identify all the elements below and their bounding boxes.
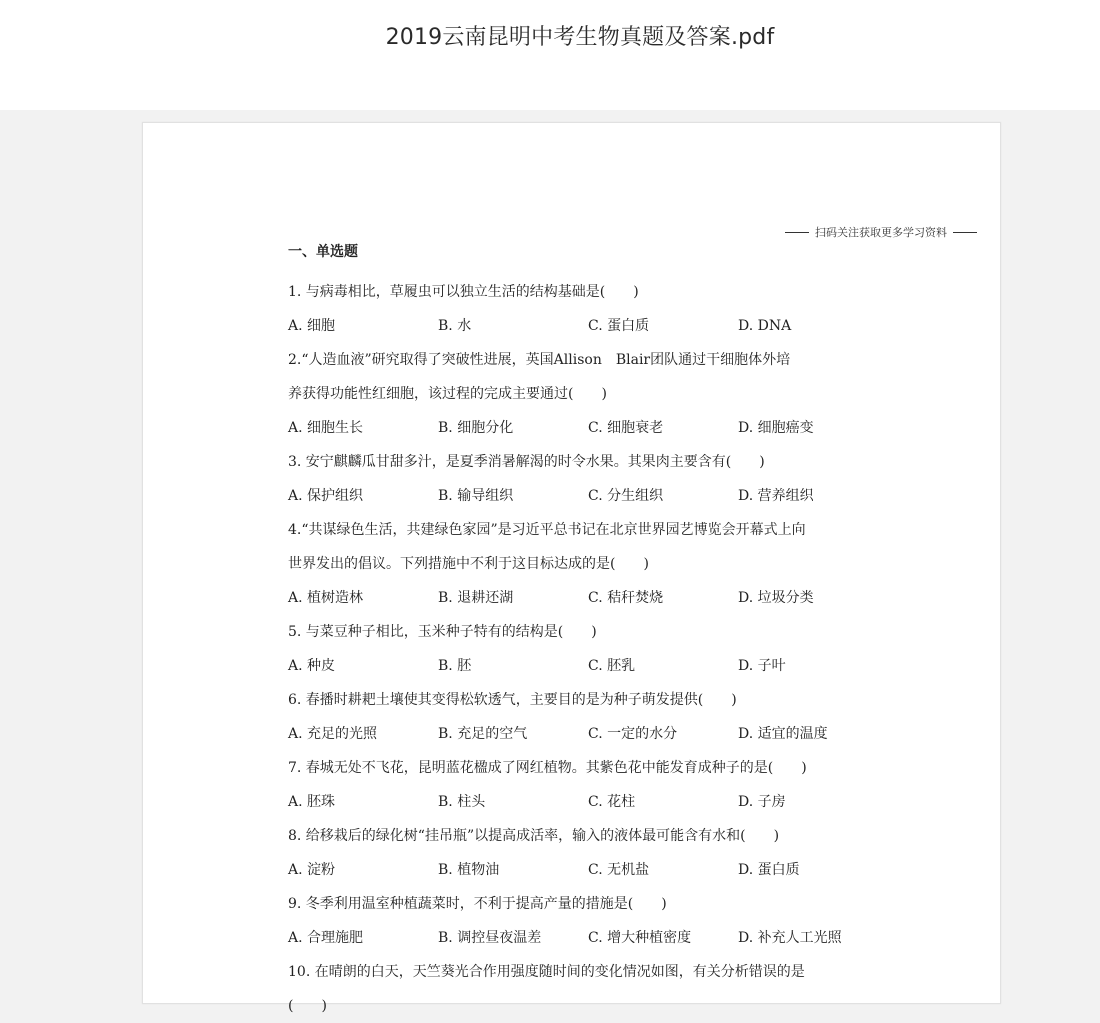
- option: B. 柱头: [438, 794, 486, 810]
- option: C. 秸秆焚烧: [588, 590, 664, 606]
- question-line: 1. 与病毒相比，草履虫可以独立生活的结构基础是( ): [288, 284, 639, 300]
- section-title: 一、单选题: [288, 244, 358, 260]
- options-row: [288, 581, 908, 615]
- option: D. 营养组织: [738, 488, 814, 504]
- question-line: 6. 春播时耕耙土壤使其变得松软透气，主要目的是为种子萌发提供( ): [288, 692, 737, 708]
- page-content: [288, 241, 908, 1023]
- banner-text: 扫码关注获取更多学习资料: [815, 226, 947, 239]
- option: B. 细胞分化: [438, 420, 514, 436]
- option: C. 细胞衰老: [588, 420, 664, 436]
- option: A. 细胞生长: [288, 420, 364, 436]
- option: A. 充足的光照: [288, 726, 378, 742]
- question-line: 2.“人造血液”研究取得了突破性进展，英国Allison Blair团队通过干细胞体外培: [288, 352, 791, 368]
- option: B. 输导组织: [438, 488, 514, 504]
- option: A. 胚珠: [288, 794, 336, 810]
- question-line: 养获得功能性红细胞，该过程的完成主要通过( ): [288, 386, 607, 402]
- question-list: [288, 275, 908, 1023]
- options-row: [288, 649, 908, 683]
- option: D. 适宜的温度: [738, 726, 828, 742]
- option: C. 胚乳: [588, 658, 636, 674]
- question-line: 世界发出的倡议。下列措施中不利于这目标达成的是( ): [288, 556, 649, 572]
- header-bar: [0, 0, 1100, 110]
- option: D. 子叶: [738, 658, 786, 674]
- banner-dash-right: [953, 232, 977, 233]
- qr-banner: [785, 223, 980, 241]
- options-row: [288, 853, 908, 887]
- question-line: 5. 与菜豆种子相比，玉米种子特有的结构是( ): [288, 624, 597, 640]
- question-line: 8. 给移栽后的绿化树“挂吊瓶”以提高成活率，输入的液体最可能含有水和( ): [288, 828, 780, 844]
- question-line: 7. 春城无处不飞花，昆明蓝花楹成了网红植物。其紫色花中能发育成种子的是( ): [288, 760, 807, 776]
- question-line: 10. 在晴朗的白天，天竺葵光合作用强度随时间的变化情况如图，有关分析错误的是: [288, 964, 805, 980]
- option: C. 分生组织: [588, 488, 664, 504]
- option: A. 植树造林: [288, 590, 364, 606]
- question-line: ( ): [288, 998, 327, 1014]
- option: D. 细胞癌变: [738, 420, 814, 436]
- pdf-page: [142, 122, 1001, 1014]
- options-row: [288, 785, 908, 819]
- document-title: 2019云南昆明中考生物真题及答案.pdf: [385, 25, 775, 50]
- option: B. 退耕还湖: [438, 590, 514, 606]
- option: C. 花柱: [588, 794, 636, 810]
- option: B. 充足的空气: [438, 726, 528, 742]
- option: C. 无机盐: [588, 862, 650, 878]
- option: D. 垃圾分类: [738, 590, 814, 606]
- option: C. 一定的水分: [588, 726, 678, 742]
- question-line: 9. 冬季利用温室种植蔬菜时，不利于提高产量的措施是( ): [288, 896, 667, 912]
- pdf-viewer[interactable]: [0, 110, 1100, 1014]
- option: A. 合理施肥: [288, 930, 364, 946]
- option: A. 细胞: [288, 318, 336, 334]
- option: D. DNA: [738, 318, 792, 334]
- option: C. 增大种植密度: [588, 930, 692, 946]
- options-row: [288, 479, 908, 513]
- option: A. 淀粉: [288, 862, 336, 878]
- option: D. 蛋白质: [738, 862, 800, 878]
- option: A. 保护组织: [288, 488, 364, 504]
- options-row: [288, 411, 908, 445]
- option: C. 蛋白质: [588, 318, 650, 334]
- option: D. 子房: [738, 794, 786, 810]
- options-row: [288, 921, 908, 955]
- banner-dash-left: [785, 232, 809, 233]
- question-line: 3. 安宁麒麟瓜甘甜多汁，是夏季消暑解渴的时令水果。其果肉主要含有( ): [288, 454, 765, 470]
- option: D. 补充人工光照: [738, 930, 842, 946]
- option: B. 调控昼夜温差: [438, 930, 542, 946]
- option: A. 种皮: [288, 658, 336, 674]
- option: B. 胚: [438, 658, 472, 674]
- question-line: 4.“共谋绿色生活，共建绿色家园”是习近平总书记在北京世界园艺博览会开幕式上向: [288, 522, 806, 538]
- options-row: [288, 717, 908, 751]
- option: B. 植物油: [438, 862, 500, 878]
- option: B. 水: [438, 318, 472, 334]
- options-row: [288, 309, 908, 343]
